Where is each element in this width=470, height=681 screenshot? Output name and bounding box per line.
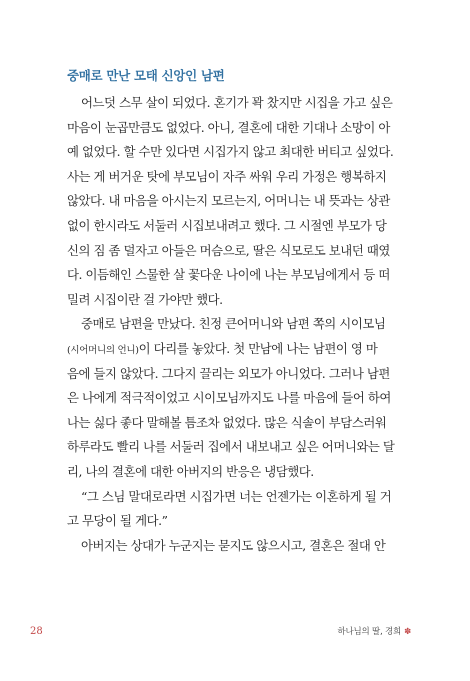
paragraph-1-line-4: 사는 게 버거운 탓에 부모님이 자주 싸워 우리 가정은 행복하지 — [67, 168, 387, 184]
paragraph-2-line-7: 리, 나의 결혼에 대한 아버지의 반응은 냉담했다. — [67, 463, 314, 479]
paragraph-4-line-1: 아버지는 상대가 누군지는 묻지도 않으시고, 결혼은 절대 안 — [81, 537, 386, 553]
paragraph-2-line-4: 은 나에게 적극적이었고 시이모님까지도 나를 마음에 들어 하여 — [67, 390, 391, 406]
paragraph-2-line-2-text: 이 다리를 놓았다. 첫 만남에 나는 남편이 영 마 — [138, 340, 378, 356]
paragraph-2-aside: (시어머니의 언니) — [67, 344, 139, 356]
paragraph-1-line-2: 마음이 눈곱만큼도 없었다. 아니, 결혼에 대한 기대나 소망이 아 — [67, 119, 390, 135]
running-footer — [337, 625, 411, 637]
paragraph-1-line-8: 다. 이듬해인 스물한 살 꽃다운 나이에 나는 부모님에게서 등 떠 — [67, 267, 390, 283]
paragraph-1-line-3: 예 없었다. 할 수만 있다면 시집가지 않고 최대한 버티고 싶었다. — [67, 144, 394, 160]
paragraph-1-line-9: 밀려 시집이란 걸 가야만 했다. — [67, 291, 223, 307]
paragraph-1-line-7: 신의 짐 좀 덜자고 아들은 머슴으로, 딸은 식모로도 보내던 때였 — [67, 242, 390, 258]
paragraph-2-line-1: 중매로 남편을 만났다. 친정 큰어머니와 남편 쪽의 시이모님 — [81, 316, 386, 332]
section-heading: 중매로 만난 모태 신앙인 남편 — [67, 68, 225, 83]
paragraph-2-line-2 — [67, 337, 403, 362]
body-text — [67, 91, 403, 558]
paragraph-3-line-1: “그 스님 말대로라면 시집가면 너는 언젠가는 이혼하게 될 거 — [81, 488, 392, 504]
paragraph-2-line-3: 음에 들지 않았다. 그다지 끌리는 외모가 아니었다. 그러나 남편 — [67, 365, 390, 381]
flower-ornament-icon: ✽ — [404, 627, 411, 637]
paragraph-1-line-5: 않았다. 내 마음을 아시는지 모르는지, 어머니는 내 뜻과는 상관 — [67, 193, 390, 209]
page-number: 28 — [30, 626, 43, 637]
paragraph-1-line-6: 없이 한시라도 서둘러 시집보내려고 했다. 그 시절엔 부모가 당 — [67, 217, 387, 233]
paragraph-1-line-1: 어느덧 스무 살이 되었다. 혼기가 꽉 찼지만 시집을 가고 싶은 — [81, 95, 393, 110]
running-title: 하나님의 딸, 경희 — [337, 627, 402, 637]
paragraph-2-line-6: 하루라도 빨리 나를 서둘러 집에서 내보내고 싶은 어머니와는 달 — [67, 439, 395, 455]
paragraph-3-line-2: 고 무당이 될 게다.” — [67, 513, 168, 529]
paragraph-2-line-5: 나는 싫다 좋다 말해볼 틈조차 없었다. 많은 식솔이 부담스러워 — [67, 414, 387, 430]
